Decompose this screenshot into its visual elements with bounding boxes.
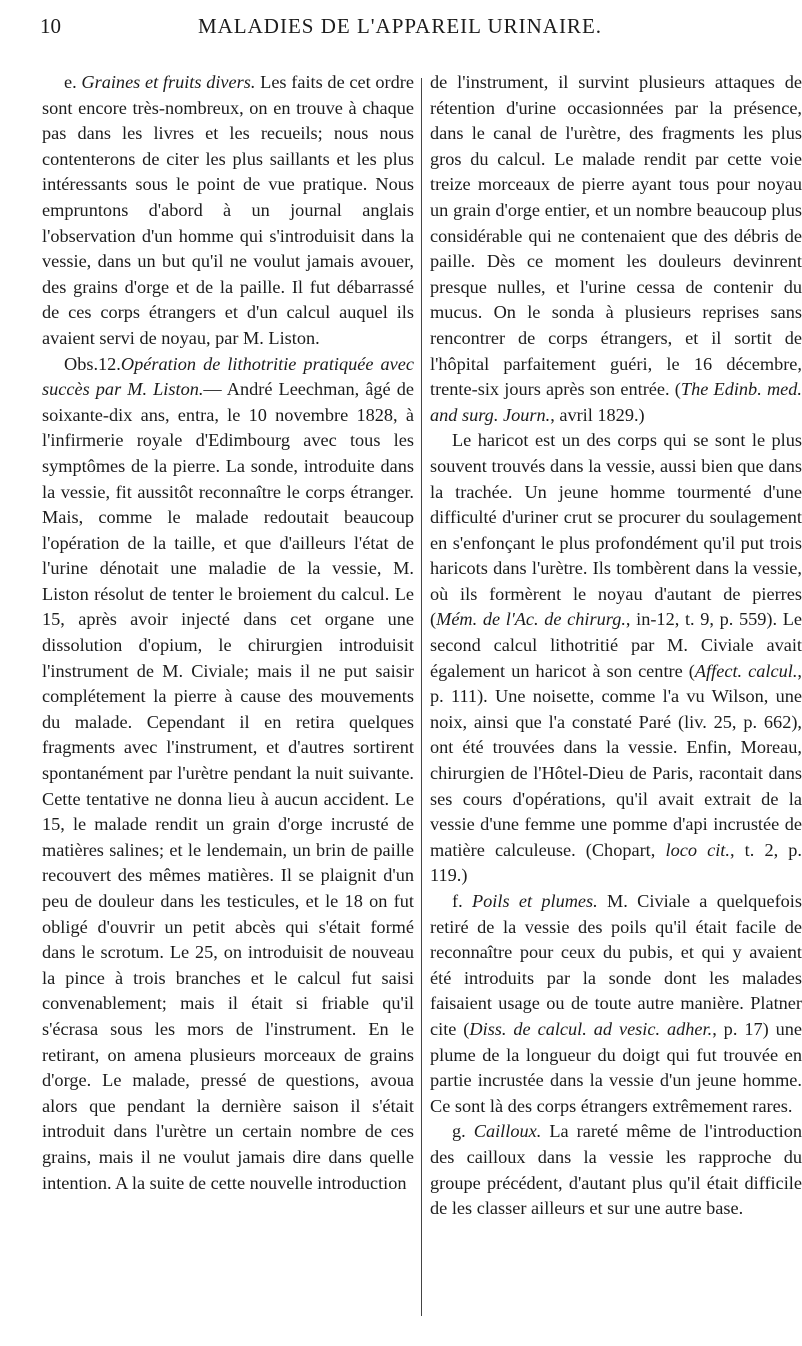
paragraph-text: , t. 2, p. 119.) (430, 839, 802, 886)
paragraph-text: , in-12, t. 9, p. 559). Le second calcul lithotritié par M. Civiale avait également un haricot à son centre ( (430, 609, 802, 681)
paragraph-text: — André Leechman, âgé de soixante-dix ans, entra, le 10 novembre 1828, à l'infirmerie royale d'Edimbourg avec tous les symptômes de la pierre. La sonde, introduite dans la vessie, fit aussitôt reconnaître le corps étranger. Mais, comme le malade redoutait beaucoup l'opération de la taille, et que d'ailleurs l'état de l'urine dénotait une maladie de la vessie, M. Liston résolut de tenter le broiement du calcul. Le 15, après avoir injecté dans cet organe une dissolution d'opium, le chirurgien introduisit l'instrument de M. Civiale; mais il ne put saisir complétement la pierre à cause des mouvements du malade. Cependant il en retira quelques fragments avec l'instrument, et d'autres sortirent spontanément par l'urètre pendant la nuit suivante. Cette tentative ne donna lieu à aucun accident. Le 15, le malade rendit un grain d'orge incrusté de matières salines; et le lendemain, un brin de paille recouvert des mêmes matières. Il se plaignit d'un peu de douleur dans les testicules, et le 18 on fut obligé d'ouvrir un petit abcès qui s'était formé dans le scrotum. Le 25, on introduisit de nouveau la pince à trois branches et le calcul fut saisi convenablement; mais il était si friable qu'il s'écrasa sous les mors de l'instrument. En le retirant, on amena plusieurs morceaux de grains d'orge. Le malade, pressé de questions, avoua alors que pendant la dernière saison il s'était introduit dans l'urètre un certain nombre de ces grains, mais il ne voulut jamais dire dans quelle intention. A la suite de cette nouvelle introduction (42, 379, 414, 1193)
citation-source: The Edinb. med. and surg. Journ. (430, 379, 802, 425)
section-heading-cailloux: Cailloux. (473, 1121, 542, 1142)
paragraph-text: , p. 111). Une noisette, comme l'a vu Wilson, une noix, ainsi que l'a constaté Paré (liv. 25, p. 662), ont été trouvées dans la vessie. Enfin, Moreau, chirurgien de l'Hôtel-Dieu de Paris, racontait dans ses cours d'opérations, qu'il avait extrait de la vessie d'une femme une pomme d'api incrustée de matière calculeuse. (Chopart, (430, 660, 802, 860)
page-number: 10 (40, 14, 61, 38)
observation-label: Obs.12. (64, 353, 121, 374)
paragraph-text: , avril 1829.) (550, 404, 645, 425)
citation-source: loco cit. (665, 839, 730, 860)
citation-source: Diss. de calcul. ad vesic. adher. (469, 1018, 713, 1039)
paragraph-cailloux (430, 1119, 802, 1221)
paragraph-text: , p. 17) une plume de la longueur du doigt qui fut trouvée en partie incrustée dans la vessie d'un jeune homme. Ce sont là des corps étrangers extrêmement rares. (430, 1018, 802, 1116)
paragraph-text: M. Civiale a quelquefois retiré de la vessie des poils qu'il était facile de reconnaître pour ceux du pubis, et qui y avaient été introduits par la sonde dont les malades faisaient usage ou de toute autre manière. Platner cite ( (430, 891, 802, 1039)
paragraph-text: Le haricot est un des corps qui se sont le plus souvent trouvés dans la vessie, aussi bien que dans la trachée. Un jeune homme tourmenté d'une difficulté d'uriner crut se procurer du soulagement en s'enfonçant le plus profondément qu'il put trois haricots dans l'urètre. Ils tombèrent dans la vessie, où ils formèrent le noyau d'autant de pierres ( (430, 430, 802, 630)
paragraph-graines (42, 70, 414, 352)
left-column (42, 70, 414, 1196)
paragraph-text: La rareté même de l'introduction des cailloux dans la vessie les rapproche du groupe précédent, d'autant plus qu'il était difficile de les classer ailleurs et sur une autre base. (430, 1121, 802, 1219)
section-letter-e: e. (64, 72, 77, 92)
paragraph-observation-continued (430, 70, 802, 428)
paragraph-text: de l'instrument, il survint plusieurs attaques de rétention d'urine occasionnées par la présence, dans le canal de l'urètre, des fragments les plus gros du calcul. Le malade rendit par cette voie treize morceaux de pierre ayant tous pour noyau un grain d'orge entier, et un nombre beaucoup plus considérable qui ne contenaient que des débris de paille. Dès ce moment les douleurs devinrent presque nulles, et l'urine cessa de contenir du mucus. On le sonda à plusieurs reprises sans rencontrer de corps étrangers, et il sortit de l'hôpital parfaitement guéri, le 16 décembre, trente-six jours après son entrée. ( (430, 72, 802, 400)
paragraph-observation-12 (42, 352, 414, 1197)
right-column (430, 70, 802, 1222)
column-rule (421, 78, 422, 1316)
section-letter-g: g. (452, 1121, 466, 1142)
citation-source: Mém. de l'Ac. de chirurg. (436, 609, 626, 630)
running-title: MALADIES DE L'APPAREIL URINAIRE. (197, 14, 603, 38)
paragraph-haricot (430, 428, 802, 889)
section-letter-f: f. (452, 891, 463, 911)
section-heading-graines: Graines et fruits divers. (81, 72, 256, 92)
observation-heading: Opération de lithotritie pratiquée avec succès par M. Liston. (42, 353, 414, 400)
citation-source: Affect. calcul. (694, 660, 798, 681)
paragraph-text: Les faits de cet ordre sont encore très-nombreux, on en trouve à chaque pas dans les livres et les recueils; nous nous contenterons de citer les plus saillants et les plus intéressants sous le point de vue pratique. Nous empruntons d'abord à un journal anglais l'observation d'un homme qui s'introduisit dans la vessie, dans un but qu'il ne voulut jamais avouer, des grains d'orge et de la paille. Il fut débarrassé de ces corps étrangers et d'un calcul auquel ils avaient servi de noyau, par M. Liston. (42, 72, 414, 348)
section-heading-poils: Poils et plumes. (471, 891, 598, 911)
paragraph-poils-plumes (430, 889, 802, 1119)
